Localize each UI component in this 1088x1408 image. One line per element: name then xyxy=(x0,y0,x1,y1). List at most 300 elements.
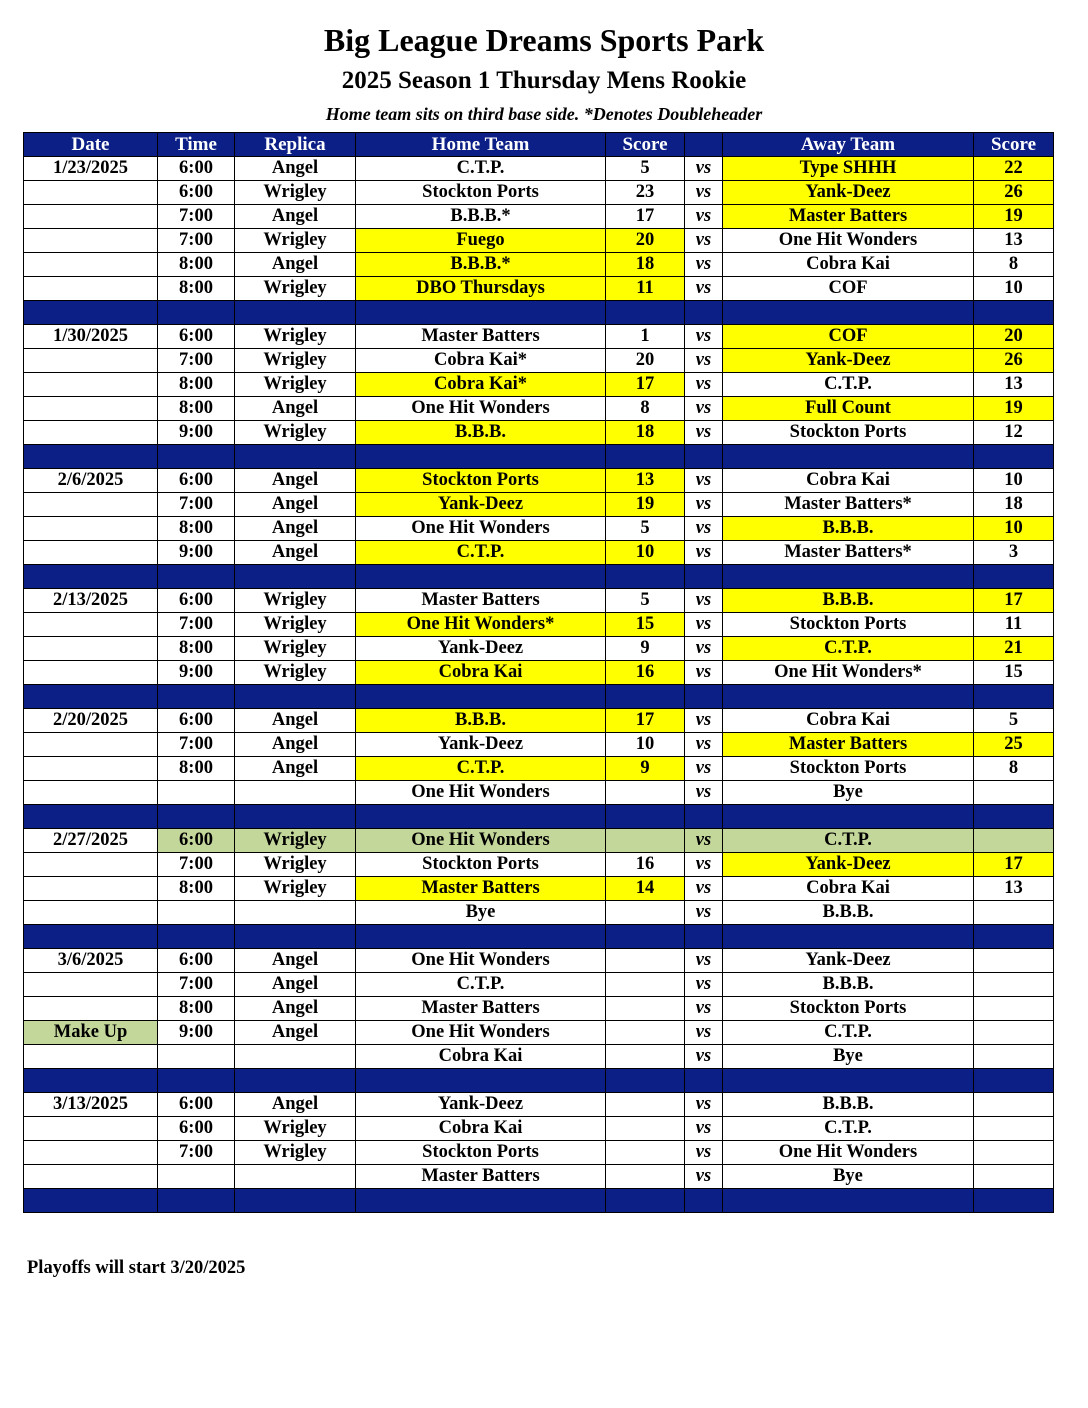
game-row xyxy=(24,1117,1054,1141)
home-team-cell: One Hit Wonders xyxy=(356,397,606,421)
home-score-cell: 20 xyxy=(606,229,685,253)
away-score-cell xyxy=(974,781,1054,805)
home-team-cell: Stockton Ports xyxy=(356,1141,606,1165)
away-team-cell: Master Batters* xyxy=(723,541,974,565)
separator-cell xyxy=(606,301,685,325)
separator-row xyxy=(24,925,1054,949)
vs-cell: vs xyxy=(685,637,723,661)
separator-cell xyxy=(723,925,974,949)
replica-cell xyxy=(235,1045,356,1069)
game-row xyxy=(24,349,1054,373)
date-cell xyxy=(24,541,158,565)
replica-cell: Wrigley xyxy=(235,373,356,397)
separator-cell xyxy=(356,1069,606,1093)
game-row xyxy=(24,373,1054,397)
separator-cell xyxy=(606,565,685,589)
home-score-cell xyxy=(606,997,685,1021)
away-score-cell xyxy=(974,829,1054,853)
separator-cell xyxy=(235,301,356,325)
home-team-cell: B.B.B. xyxy=(356,421,606,445)
replica-cell: Angel xyxy=(235,517,356,541)
date-cell xyxy=(24,613,158,637)
home-team-cell: Master Batters xyxy=(356,325,606,349)
separator-cell xyxy=(24,685,158,709)
separator-cell xyxy=(685,685,723,709)
vs-cell: vs xyxy=(685,157,723,181)
away-score-cell xyxy=(974,949,1054,973)
separator-cell xyxy=(356,685,606,709)
away-team-cell: Yank-Deez xyxy=(723,349,974,373)
vs-cell: vs xyxy=(685,1141,723,1165)
separator-cell xyxy=(24,925,158,949)
separator-cell xyxy=(158,1189,235,1213)
vs-cell: vs xyxy=(685,1021,723,1045)
time-cell: 6:00 xyxy=(158,709,235,733)
vs-cell: vs xyxy=(685,1165,723,1189)
time-cell: 7:00 xyxy=(158,973,235,997)
home-team-cell: B.B.B. xyxy=(356,709,606,733)
date-cell xyxy=(24,397,158,421)
home-score-cell xyxy=(606,949,685,973)
header-replica: Replica xyxy=(235,133,356,157)
vs-cell: vs xyxy=(685,229,723,253)
home-score-cell: 5 xyxy=(606,157,685,181)
away-team-cell: Stockton Ports xyxy=(723,997,974,1021)
home-score-cell: 1 xyxy=(606,325,685,349)
date-cell xyxy=(24,661,158,685)
game-row xyxy=(24,853,1054,877)
away-team-cell: C.T.P. xyxy=(723,373,974,397)
home-score-cell: 17 xyxy=(606,709,685,733)
replica-cell: Wrigley xyxy=(235,1117,356,1141)
date-cell xyxy=(24,877,158,901)
away-score-cell: 17 xyxy=(974,589,1054,613)
home-score-cell: 13 xyxy=(606,469,685,493)
game-row xyxy=(24,613,1054,637)
date-cell: 3/6/2025 xyxy=(24,949,158,973)
home-score-cell xyxy=(606,829,685,853)
date-cell xyxy=(24,733,158,757)
replica-cell: Wrigley xyxy=(235,349,356,373)
separator-cell xyxy=(606,445,685,469)
date-cell xyxy=(24,637,158,661)
separator-cell xyxy=(685,1189,723,1213)
home-score-cell: 16 xyxy=(606,853,685,877)
game-row xyxy=(24,997,1054,1021)
game-row xyxy=(24,157,1054,181)
vs-cell: vs xyxy=(685,421,723,445)
separator-cell xyxy=(606,1189,685,1213)
separator-row xyxy=(24,565,1054,589)
home-team-cell: Master Batters xyxy=(356,589,606,613)
replica-cell: Angel xyxy=(235,1093,356,1117)
away-team-cell: Full Count xyxy=(723,397,974,421)
home-team-cell: C.T.P. xyxy=(356,973,606,997)
vs-cell: vs xyxy=(685,997,723,1021)
header-home-score: Score xyxy=(606,133,685,157)
away-score-cell: 26 xyxy=(974,349,1054,373)
replica-cell: Angel xyxy=(235,397,356,421)
away-team-cell: Bye xyxy=(723,781,974,805)
separator-row xyxy=(24,1189,1054,1213)
replica-cell: Angel xyxy=(235,949,356,973)
replica-cell: Angel xyxy=(235,541,356,565)
game-row xyxy=(24,493,1054,517)
away-score-cell: 19 xyxy=(974,205,1054,229)
time-cell: 7:00 xyxy=(158,613,235,637)
away-score-cell: 10 xyxy=(974,517,1054,541)
away-score-cell: 15 xyxy=(974,661,1054,685)
replica-cell: Angel xyxy=(235,973,356,997)
game-row xyxy=(24,397,1054,421)
away-score-cell: 8 xyxy=(974,757,1054,781)
time-cell: 9:00 xyxy=(158,421,235,445)
time-cell: 6:00 xyxy=(158,181,235,205)
away-score-cell xyxy=(974,1021,1054,1045)
home-team-cell: One Hit Wonders xyxy=(356,829,606,853)
away-score-cell: 10 xyxy=(974,469,1054,493)
home-score-cell: 14 xyxy=(606,877,685,901)
away-team-cell: Stockton Ports xyxy=(723,421,974,445)
date-cell xyxy=(24,901,158,925)
home-team-cell: Bye xyxy=(356,901,606,925)
separator-cell xyxy=(356,1189,606,1213)
game-row xyxy=(24,1141,1054,1165)
away-score-cell: 17 xyxy=(974,853,1054,877)
home-score-cell xyxy=(606,1117,685,1141)
game-row xyxy=(24,901,1054,925)
away-score-cell: 3 xyxy=(974,541,1054,565)
time-cell xyxy=(158,1165,235,1189)
away-team-cell: COF xyxy=(723,277,974,301)
home-score-cell: 16 xyxy=(606,661,685,685)
away-score-cell: 21 xyxy=(974,637,1054,661)
date-cell xyxy=(24,997,158,1021)
separator-cell xyxy=(235,1189,356,1213)
separator-cell xyxy=(24,445,158,469)
away-score-cell: 12 xyxy=(974,421,1054,445)
separator-cell xyxy=(974,1069,1054,1093)
time-cell: 8:00 xyxy=(158,997,235,1021)
away-team-cell: Yank-Deez xyxy=(723,949,974,973)
home-team-cell: C.T.P. xyxy=(356,157,606,181)
vs-cell: vs xyxy=(685,397,723,421)
replica-cell: Wrigley xyxy=(235,181,356,205)
vs-cell: vs xyxy=(685,829,723,853)
game-row xyxy=(24,1045,1054,1069)
away-team-cell: Cobra Kai xyxy=(723,877,974,901)
separator-cell xyxy=(356,301,606,325)
vs-cell: vs xyxy=(685,973,723,997)
replica-cell xyxy=(235,781,356,805)
playoffs-note: Playoffs will start 3/20/2025 xyxy=(27,1258,246,1278)
home-score-cell: 20 xyxy=(606,349,685,373)
page-subtitle: 2025 Season 1 Thursday Mens Rookie xyxy=(341,67,747,94)
replica-cell: Wrigley xyxy=(235,1141,356,1165)
separator-cell xyxy=(235,805,356,829)
separator-cell xyxy=(974,925,1054,949)
separator-cell xyxy=(974,805,1054,829)
home-score-cell: 5 xyxy=(606,589,685,613)
away-score-cell: 8 xyxy=(974,253,1054,277)
game-row xyxy=(24,253,1054,277)
header-away-team: Away Team xyxy=(723,133,974,157)
time-cell: 6:00 xyxy=(158,589,235,613)
vs-cell: vs xyxy=(685,1093,723,1117)
separator-cell xyxy=(158,445,235,469)
vs-cell: vs xyxy=(685,901,723,925)
away-score-cell xyxy=(974,973,1054,997)
separator-cell xyxy=(606,1069,685,1093)
replica-cell: Wrigley xyxy=(235,853,356,877)
home-score-cell: 9 xyxy=(606,637,685,661)
game-row xyxy=(24,541,1054,565)
vs-cell: vs xyxy=(685,277,723,301)
away-team-cell: Yank-Deez xyxy=(723,853,974,877)
home-team-cell: Cobra Kai xyxy=(356,661,606,685)
vs-cell: vs xyxy=(685,589,723,613)
replica-cell xyxy=(235,1165,356,1189)
game-row xyxy=(24,757,1054,781)
time-cell: 6:00 xyxy=(158,829,235,853)
time-cell: 7:00 xyxy=(158,229,235,253)
time-cell: 8:00 xyxy=(158,373,235,397)
vs-cell: vs xyxy=(685,181,723,205)
game-row xyxy=(24,589,1054,613)
vs-cell: vs xyxy=(685,1117,723,1141)
vs-cell: vs xyxy=(685,949,723,973)
away-team-cell: COF xyxy=(723,325,974,349)
home-team-cell: Stockton Ports xyxy=(356,181,606,205)
away-team-cell: C.T.P. xyxy=(723,1117,974,1141)
vs-cell: vs xyxy=(685,373,723,397)
away-team-cell: One Hit Wonders xyxy=(723,1141,974,1165)
time-cell xyxy=(158,781,235,805)
home-score-cell: 8 xyxy=(606,397,685,421)
separator-cell xyxy=(158,1069,235,1093)
home-score-cell: 17 xyxy=(606,373,685,397)
game-row xyxy=(24,661,1054,685)
separator-cell xyxy=(24,565,158,589)
game-row xyxy=(24,1165,1054,1189)
header-time: Time xyxy=(158,133,235,157)
separator-cell xyxy=(24,805,158,829)
home-score-cell xyxy=(606,1093,685,1117)
game-row xyxy=(24,1021,1054,1045)
separator-cell xyxy=(685,445,723,469)
separator-cell xyxy=(974,565,1054,589)
home-score-cell xyxy=(606,1165,685,1189)
away-score-cell xyxy=(974,1117,1054,1141)
away-score-cell: 13 xyxy=(974,373,1054,397)
separator-row xyxy=(24,685,1054,709)
time-cell: 8:00 xyxy=(158,397,235,421)
vs-cell: vs xyxy=(685,493,723,517)
game-row xyxy=(24,1093,1054,1117)
replica-cell: Angel xyxy=(235,1021,356,1045)
separator-cell xyxy=(606,685,685,709)
game-row xyxy=(24,733,1054,757)
vs-cell: vs xyxy=(685,781,723,805)
home-team-cell: One Hit Wonders* xyxy=(356,613,606,637)
game-row xyxy=(24,205,1054,229)
date-cell: Make Up xyxy=(24,1021,158,1045)
home-team-cell: Fuego xyxy=(356,229,606,253)
separator-cell xyxy=(158,925,235,949)
date-cell xyxy=(24,781,158,805)
home-team-cell: DBO Thursdays xyxy=(356,277,606,301)
replica-cell: Angel xyxy=(235,733,356,757)
date-cell xyxy=(24,205,158,229)
separator-cell xyxy=(606,805,685,829)
separator-cell xyxy=(24,301,158,325)
home-team-cell: B.B.B.* xyxy=(356,253,606,277)
date-cell xyxy=(24,277,158,301)
away-score-cell: 11 xyxy=(974,613,1054,637)
home-team-cell: Yank-Deez xyxy=(356,637,606,661)
time-cell: 7:00 xyxy=(158,1141,235,1165)
home-score-cell: 18 xyxy=(606,253,685,277)
separator-cell xyxy=(685,301,723,325)
separator-cell xyxy=(723,445,974,469)
away-score-cell xyxy=(974,1165,1054,1189)
away-team-cell: Bye xyxy=(723,1165,974,1189)
date-cell: 2/6/2025 xyxy=(24,469,158,493)
schedule-body xyxy=(24,157,1054,1213)
away-team-cell: C.T.P. xyxy=(723,829,974,853)
separator-cell xyxy=(356,925,606,949)
away-team-cell: Stockton Ports xyxy=(723,757,974,781)
time-cell: 8:00 xyxy=(158,877,235,901)
separator-row xyxy=(24,1069,1054,1093)
home-team-cell: Stockton Ports xyxy=(356,853,606,877)
home-team-cell: One Hit Wonders xyxy=(356,517,606,541)
separator-cell xyxy=(235,565,356,589)
header-home-team: Home Team xyxy=(356,133,606,157)
vs-cell: vs xyxy=(685,517,723,541)
separator-row xyxy=(24,445,1054,469)
time-cell: 6:00 xyxy=(158,949,235,973)
game-row xyxy=(24,709,1054,733)
replica-cell: Wrigley xyxy=(235,661,356,685)
page-title: Big League Dreams Sports Park xyxy=(323,22,765,58)
game-row xyxy=(24,829,1054,853)
date-cell xyxy=(24,349,158,373)
home-score-cell: 11 xyxy=(606,277,685,301)
date-cell xyxy=(24,517,158,541)
replica-cell: Angel xyxy=(235,493,356,517)
home-team-cell: One Hit Wonders xyxy=(356,1021,606,1045)
separator-cell xyxy=(235,925,356,949)
replica-cell: Wrigley xyxy=(235,277,356,301)
away-team-cell: Type SHHH xyxy=(723,157,974,181)
home-team-cell: C.T.P. xyxy=(356,757,606,781)
separator-cell xyxy=(158,565,235,589)
away-team-cell: B.B.B. xyxy=(723,517,974,541)
date-cell xyxy=(24,973,158,997)
separator-cell xyxy=(723,565,974,589)
replica-cell: Angel xyxy=(235,205,356,229)
away-team-cell: Bye xyxy=(723,1045,974,1069)
away-team-cell: Master Batters xyxy=(723,205,974,229)
time-cell: 6:00 xyxy=(158,1093,235,1117)
separator-cell xyxy=(723,1189,974,1213)
separator-cell xyxy=(24,1069,158,1093)
home-score-cell xyxy=(606,973,685,997)
date-cell xyxy=(24,373,158,397)
game-row xyxy=(24,229,1054,253)
separator-cell xyxy=(235,685,356,709)
time-cell: 8:00 xyxy=(158,637,235,661)
game-row xyxy=(24,421,1054,445)
separator-cell xyxy=(685,805,723,829)
home-team-cell: One Hit Wonders xyxy=(356,949,606,973)
away-team-cell: B.B.B. xyxy=(723,973,974,997)
time-cell: 7:00 xyxy=(158,349,235,373)
game-row xyxy=(24,325,1054,349)
time-cell: 8:00 xyxy=(158,757,235,781)
home-team-cell: Cobra Kai xyxy=(356,1117,606,1141)
schedule-table xyxy=(23,132,1054,1213)
time-cell: 9:00 xyxy=(158,1021,235,1045)
vs-cell: vs xyxy=(685,325,723,349)
away-team-cell: B.B.B. xyxy=(723,1093,974,1117)
vs-cell: vs xyxy=(685,205,723,229)
separator-cell xyxy=(974,445,1054,469)
time-cell: 8:00 xyxy=(158,253,235,277)
date-cell xyxy=(24,229,158,253)
home-team-cell: Master Batters xyxy=(356,1165,606,1189)
home-team-cell: Yank-Deez xyxy=(356,733,606,757)
game-row xyxy=(24,637,1054,661)
vs-cell: vs xyxy=(685,253,723,277)
time-cell: 7:00 xyxy=(158,205,235,229)
separator-cell xyxy=(158,685,235,709)
replica-cell: Angel xyxy=(235,709,356,733)
home-score-cell: 15 xyxy=(606,613,685,637)
date-cell: 1/30/2025 xyxy=(24,325,158,349)
date-cell: 1/23/2025 xyxy=(24,157,158,181)
time-cell: 6:00 xyxy=(158,157,235,181)
separator-cell xyxy=(723,685,974,709)
away-score-cell: 18 xyxy=(974,493,1054,517)
time-cell: 6:00 xyxy=(158,469,235,493)
date-cell: 3/13/2025 xyxy=(24,1093,158,1117)
game-row xyxy=(24,973,1054,997)
away-score-cell xyxy=(974,1141,1054,1165)
separator-cell xyxy=(356,565,606,589)
date-cell: 2/27/2025 xyxy=(24,829,158,853)
game-row xyxy=(24,517,1054,541)
vs-cell: vs xyxy=(685,853,723,877)
replica-cell: Angel xyxy=(235,997,356,1021)
home-score-cell: 5 xyxy=(606,517,685,541)
separator-cell xyxy=(685,565,723,589)
schedule-note: Home team sits on third base side. *Denotes Doubleheader xyxy=(325,104,763,124)
home-score-cell xyxy=(606,1045,685,1069)
away-score-cell xyxy=(974,997,1054,1021)
replica-cell: Wrigley xyxy=(235,829,356,853)
replica-cell: Angel xyxy=(235,469,356,493)
separator-cell xyxy=(723,1069,974,1093)
time-cell xyxy=(158,901,235,925)
date-cell: 2/20/2025 xyxy=(24,709,158,733)
separator-cell xyxy=(158,301,235,325)
away-team-cell: Master Batters xyxy=(723,733,974,757)
away-score-cell: 10 xyxy=(974,277,1054,301)
separator-cell xyxy=(723,301,974,325)
home-score-cell xyxy=(606,1021,685,1045)
